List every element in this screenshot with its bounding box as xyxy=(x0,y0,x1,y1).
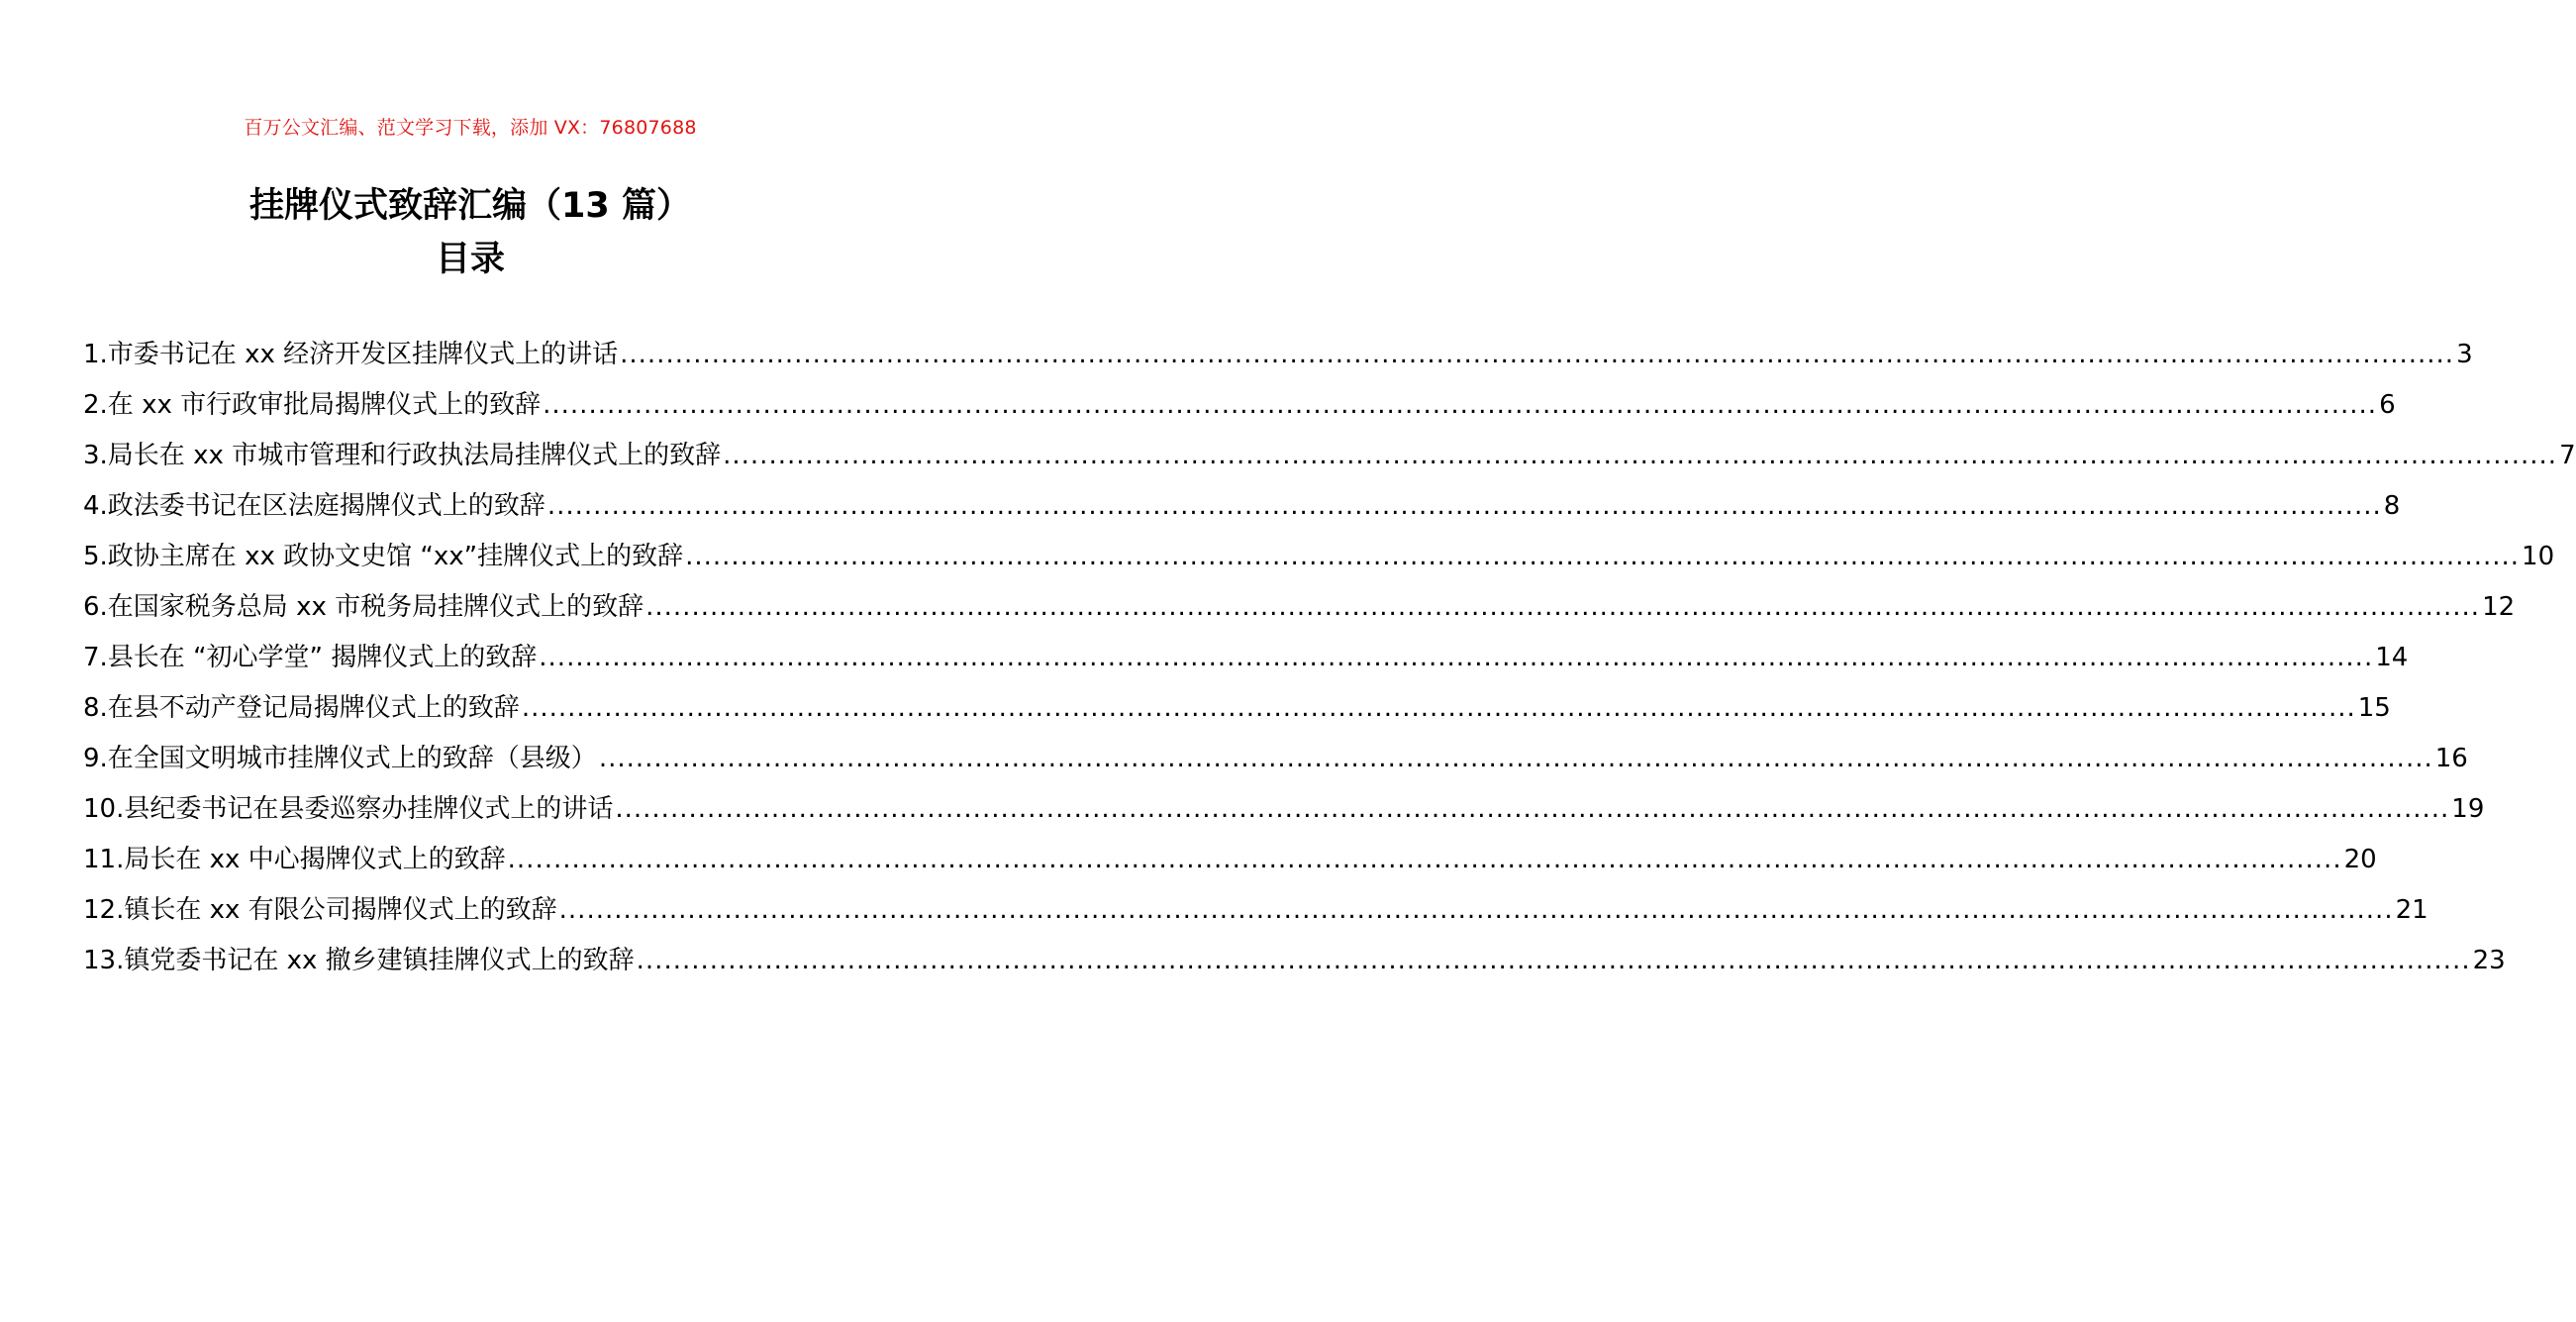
toc-entry-title: 3.局长在 xx 市城市管理和行政执法局挂牌仪式上的致辞 xyxy=(83,441,722,470)
toc-entry-title: 2.在 xx 市行政审批局揭牌仪式上的致辞 xyxy=(83,390,542,420)
toc-entry-title: 11.局长在 xx 中心揭牌仪式上的致辞 xyxy=(83,845,506,874)
toc-dot-leader: ........................................................................................................................................................................................................ xyxy=(543,390,2378,420)
toc-entry-page-number: 8 xyxy=(2383,491,2401,521)
toc-entry[interactable] xyxy=(83,633,2409,683)
toc-entry-title: 4.政法委书记在区法庭揭牌仪式上的致辞 xyxy=(83,491,545,521)
toc-entry[interactable] xyxy=(83,936,2506,986)
toc-entry[interactable] xyxy=(83,683,2391,734)
toc-entry-page-number: 15 xyxy=(2357,693,2391,723)
toc-heading: 目录 xyxy=(435,240,505,279)
toc-dot-leader: ........................................................................................................................................................................................................ xyxy=(645,592,2481,622)
toc-entry[interactable] xyxy=(83,380,2396,431)
toc-entry-page-number: 16 xyxy=(2434,744,2468,773)
toc-entry-page-number: 21 xyxy=(2395,895,2428,925)
toc-dot-leader: ........................................................................................................................................................................................................ xyxy=(620,340,2455,369)
toc-entry-page-number: 14 xyxy=(2375,643,2409,672)
toc-entry[interactable] xyxy=(83,481,2401,532)
toc-entry[interactable] xyxy=(83,431,2576,481)
toc-entry-title: 10.县纪委书记在县委巡察办挂牌仪式上的讲话 xyxy=(83,794,614,824)
toc-dot-leader: ........................................................................................................................................................................................................ xyxy=(615,794,2450,824)
toc-dot-leader: ........................................................................................................................................................................................................ xyxy=(598,744,2433,773)
toc-dot-leader: ........................................................................................................................................................................................................ xyxy=(521,693,2356,723)
toc-entry-page-number: 19 xyxy=(2451,794,2485,824)
toc-entry-page-number: 23 xyxy=(2472,946,2506,975)
toc-entry-page-number: 20 xyxy=(2343,845,2377,874)
toc-entry-page-number: 10 xyxy=(2522,542,2555,571)
toc-entry-title: 8.在县不动产登记局揭牌仪式上的致辞 xyxy=(83,693,520,723)
toc-entry-title: 1.市委书记在 xx 经济开发区挂牌仪式上的讲话 xyxy=(83,340,619,369)
toc-entry-title: 13.镇党委书记在 xx 撤乡建镇挂牌仪式上的致辞 xyxy=(83,946,635,975)
toc-entry-title: 6.在国家税务总局 xx 市税务局挂牌仪式上的致辞 xyxy=(83,592,644,622)
toc-entry-title: 5.政协主席在 xx 政协文史馆 “xx”挂牌仪式上的致辞 xyxy=(83,542,684,571)
toc-entry[interactable] xyxy=(83,885,2428,936)
toc-entry-title: 12.镇长在 xx 有限公司揭牌仪式上的致辞 xyxy=(83,895,557,925)
toc-dot-leader: ........................................................................................................................................................................................................ xyxy=(636,946,2471,975)
promo-banner: 百万公文汇编、范文学习下载，添加 VX：76807688 xyxy=(244,117,697,139)
toc-entry-title: 9.在全国文明城市挂牌仪式上的致辞（县级） xyxy=(83,744,597,773)
toc-dot-leader: ........................................................................................................................................................................................................ xyxy=(507,845,2342,874)
toc-entry[interactable] xyxy=(83,330,2473,380)
toc-dot-leader: ........................................................................................................................................................................................................ xyxy=(685,542,2521,571)
toc-entry-title: 7.县长在 “初心学堂” 揭牌仪式上的致辞 xyxy=(83,643,538,672)
toc-dot-leader: ........................................................................................................................................................................................................ xyxy=(723,441,2558,470)
toc-entry-page-number: 6 xyxy=(2379,390,2396,420)
toc-dot-leader: ........................................................................................................................................................................................................ xyxy=(539,643,2374,672)
toc-entry[interactable] xyxy=(83,835,2377,885)
toc-entry-page-number: 7 xyxy=(2559,441,2576,470)
toc-entry-page-number: 3 xyxy=(2456,340,2473,369)
toc-entry[interactable] xyxy=(83,734,2468,784)
toc-entry[interactable] xyxy=(83,532,2555,582)
document-title: 挂牌仪式致辞汇编（13 篇） xyxy=(249,186,691,226)
toc-entry[interactable] xyxy=(83,582,2516,633)
toc-dot-leader: ........................................................................................................................................................................................................ xyxy=(546,491,2382,521)
toc-entry-page-number: 12 xyxy=(2482,592,2516,622)
toc-entry[interactable] xyxy=(83,784,2485,835)
table-of-contents xyxy=(83,330,2576,986)
toc-dot-leader: ........................................................................................................................................................................................................ xyxy=(558,895,2394,925)
